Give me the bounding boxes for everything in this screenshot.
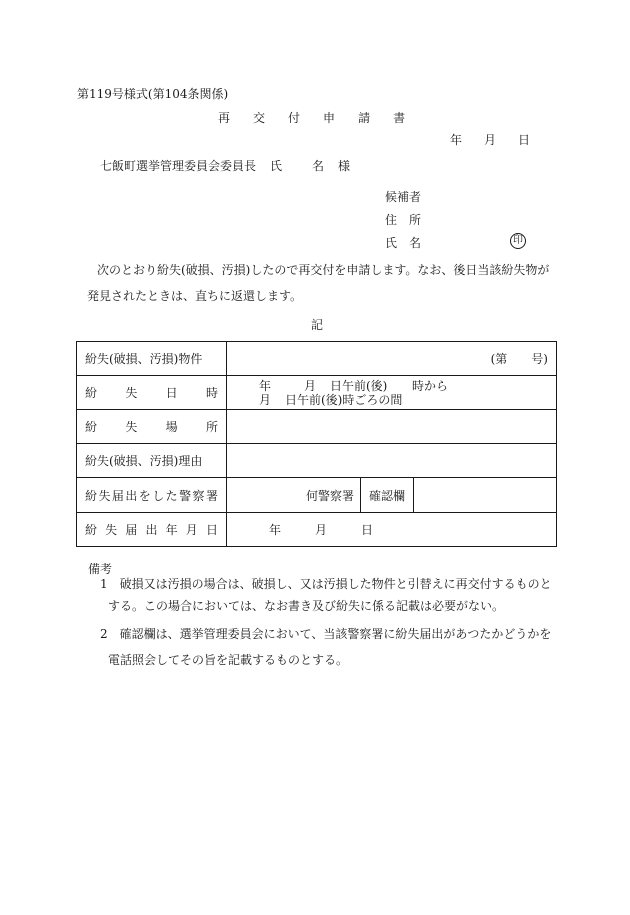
application-date [450, 131, 552, 148]
note-line: 2 確認欄は、選挙管理委員会において、当該警察署に紛失届出があつたかどうかを [100, 627, 552, 641]
title-char: 再 [218, 111, 231, 125]
loss-details-table [76, 341, 557, 547]
title-char: 交 [253, 111, 266, 125]
table-row [77, 376, 557, 410]
title-char: 請 [358, 111, 371, 125]
addressee [100, 157, 350, 174]
report-date-label: 紛 失 届 出 年 月 日 [77, 513, 227, 547]
document-title [218, 109, 428, 126]
title-char: 付 [288, 111, 301, 125]
note-2 [100, 623, 556, 671]
addressee-sama: 様 [338, 159, 351, 173]
table-row [77, 478, 557, 513]
note-line: する。この場合においては、なお書き及び紛失に係る記載は必要がない。 [108, 599, 505, 613]
addressee-mei: 名 [312, 159, 325, 173]
title-char: 書 [393, 111, 406, 125]
title-char: 申 [323, 111, 336, 125]
addressee-shi: 氏 [270, 159, 283, 173]
confirm-field [414, 478, 556, 512]
police-station-label: 紛 失 届 出 を し た 警 察 署 [77, 478, 227, 513]
police-station-name: 何警察署 [227, 478, 361, 512]
loss-datetime-label: 紛 失 日 時 [77, 376, 227, 410]
paragraph-line: 発見されたときは、直ちに返還します。 [87, 289, 303, 303]
police-station-value [227, 478, 557, 513]
loss-datetime-value: 年 月 日午前(後) 時から 月 日午前(後)時ごろの間 [227, 376, 557, 410]
table-row [77, 444, 557, 478]
form-number: 第119号様式(第104条関係) [77, 87, 229, 101]
table-row [77, 342, 557, 376]
candidate-label: 候補者 [385, 190, 422, 204]
item-number: (第 号) [227, 342, 557, 376]
name-label: 氏 名 [385, 236, 422, 250]
paragraph-line: 次のとおり紛失(破損、汚損)したので再交付を申請します。なお、後日当該紛失物が [97, 263, 550, 277]
request-paragraph [77, 257, 557, 309]
address-label: 住 所 [385, 213, 422, 227]
confirm-label: 確認欄 [361, 478, 414, 512]
loss-reason-label: 紛失(破損、汚損)理由 [77, 444, 227, 478]
report-date-value: 年 月 日 [227, 513, 557, 547]
seal-mark: 印 [510, 233, 526, 249]
date-year: 年 [450, 133, 463, 147]
loss-place-value [227, 410, 557, 444]
note-line: 1 破損又は汚損の場合は、破損し、又は汚損した物件と引替えに再交付するものと [100, 577, 552, 591]
item-label: 紛失(破損、汚損)物件 [77, 342, 227, 376]
loss-reason-value [227, 444, 557, 478]
note-line: 電話照会してその旨を記載するものとする。 [108, 653, 349, 667]
note-1 [100, 573, 556, 617]
ki-heading: 記 [311, 318, 324, 332]
date-month: 月 [484, 133, 497, 147]
addressee-prefix: 七飯町選挙管理委員会委員長 [100, 159, 257, 173]
loss-place-label: 紛 失 場 所 [77, 410, 227, 444]
table-row [77, 410, 557, 444]
notes-title: 備考 [88, 562, 113, 576]
date-day: 日 [518, 133, 531, 147]
table-row [77, 513, 557, 547]
